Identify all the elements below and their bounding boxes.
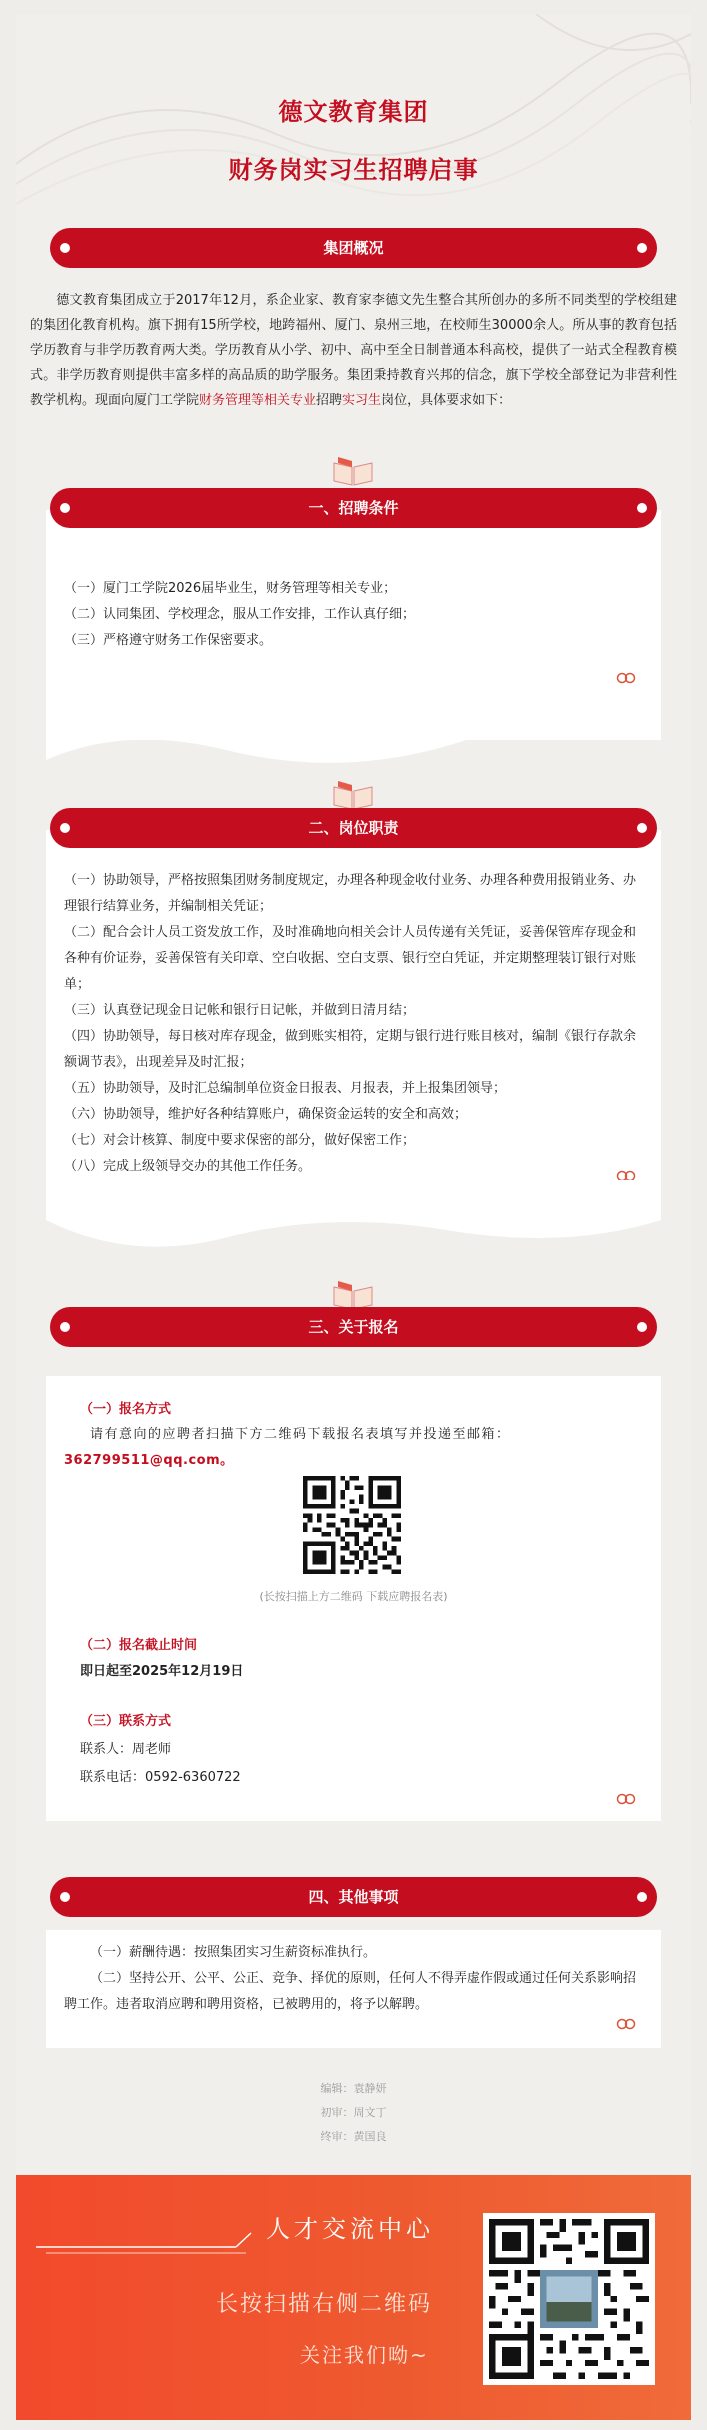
- email-link[interactable]: 362799511@qq.com。: [64, 1453, 234, 1468]
- bar-dot-right: [637, 503, 647, 513]
- card-duties: [46, 830, 661, 1185]
- bar-dot-right: [637, 823, 647, 833]
- section-heading-requirements: 一、招聘条件: [308, 499, 399, 517]
- requirements-list: [64, 576, 415, 654]
- overview-mid: 招聘: [316, 393, 343, 408]
- deadline-title: （二）报名截止时间: [80, 1638, 198, 1653]
- duty-item: （八）完成上级领导交办的其他工作任务。: [64, 1159, 312, 1174]
- bar-dot-left: [60, 243, 70, 253]
- credit-reviewer: 初审：周文丁: [320, 2106, 387, 2119]
- chain-ring-icon: [616, 672, 636, 684]
- footer-title: 人才交流中心: [266, 2215, 434, 2243]
- requirement-item: （二）认同集团、学校理念，服从工作安排，工作认真仔细；: [64, 607, 416, 622]
- section-heading-duties: 二、岗位职责: [308, 819, 399, 837]
- duty-item: （六）协助领导，维护好各种结算账户，确保资金运转的安全和高效；: [64, 1107, 468, 1122]
- chain-ring-icon: [616, 1793, 636, 1805]
- overview-highlight-position: 实习生: [342, 393, 382, 408]
- duty-item: （二）配合会计人员工资发放工作，及时准确地向相关会计人员传递有关凭证，妥善保管库存现金和各种有价证券，妥善保管有关印章、空白收据、空白支票、银行空白凭证，并定期整理装订银行对账单；: [64, 925, 637, 992]
- duty-item: （七）对会计核算、制度中要求保密的部分，做好保密工作；: [64, 1133, 416, 1148]
- bar-dot-left: [60, 503, 70, 513]
- chain-ring-icon: [616, 2018, 636, 2030]
- footer-line-1: 长按扫描右侧二维码: [216, 2292, 433, 2317]
- other-list: [64, 1940, 644, 2018]
- other-item: （一）薪酬待遇：按照集团实习生薪资标准执行。: [90, 1945, 377, 1960]
- duty-item: （一）协助领导，严格按照集团财务制度规定，办理各种现金收付业务、办理各种费用报销业务、办理银行结算业务，并编制相关凭证；: [64, 873, 637, 914]
- method-title: （一）报名方式: [80, 1402, 172, 1417]
- footer-line-2: 关注我们呦~: [300, 2343, 429, 2367]
- section-bar-registration: [50, 1307, 657, 1347]
- bar-dot-right: [637, 243, 647, 253]
- page-title: 财务岗实习生招聘启事: [228, 156, 479, 184]
- section-bar-requirements: [50, 488, 657, 528]
- bar-dot-right: [637, 1322, 647, 1332]
- footer-line-decoration: [36, 2215, 276, 2255]
- section-bar-other: [50, 1877, 657, 1917]
- credit-final: 终审：黄国良: [320, 2130, 387, 2143]
- overview-paragraph: 德文教育集团成立于2017年12月，系企业家、教育家李德文先生整合其所创办的多所不同类型的学校组建的集团化教育机构。旗下拥有15所学校，地跨福州、厦门、泉州三地，在校师生30000余人。所从事的教育包括学历教育与非学历教育两大类。学历教育从小学、初中、高中至全日制普通本科高校，提供了一站式全程教育模式。非学历教育则提供丰富多样的高品质的助学服务。集团秉持教育兴邦的信念，旗下学校全部登记为非营利性教学机构。现面向厦门工学院: [30, 293, 677, 408]
- qr-code-icon[interactable]: [489, 2219, 649, 2379]
- contact-person: 联系人：周老师: [80, 1742, 172, 1757]
- requirement-item: （三）严格遵守财务工作保密要求。: [64, 633, 273, 648]
- footer-qr-frame: [483, 2213, 655, 2385]
- method-text: 请有意向的应聘者扫描下方二维码下载报名表填写并投递至邮箱：: [90, 1427, 511, 1442]
- duty-item: （五）协助领导，及时汇总编制单位资金日报表、月报表，并上报集团领导；: [64, 1081, 507, 1096]
- org-name: 德文教育集团: [278, 98, 429, 126]
- section-bar-overview: [50, 228, 657, 268]
- section-heading-registration: 三、关于报名: [308, 1318, 399, 1336]
- qr-caption: (长按扫描上方二维码 下载应聘报名表): [259, 1590, 448, 1603]
- card-registration: [46, 1376, 661, 1821]
- section-heading-other: 四、其他事项: [308, 1888, 399, 1906]
- section-bar-duties: [50, 808, 657, 848]
- bar-dot-left: [60, 1322, 70, 1332]
- deadline-text: 即日起至2025年12月19日: [80, 1664, 244, 1679]
- card-wave-bottom: [46, 1180, 661, 1265]
- overview-end: 岗位，具体要求如下：: [381, 393, 512, 408]
- bar-dot-right: [637, 1892, 647, 1902]
- section-heading-overview: 集团概况: [323, 239, 384, 257]
- method-paragraph: [64, 1422, 644, 1474]
- contact-title: （三）联系方式: [80, 1714, 172, 1729]
- duties-list: [64, 868, 644, 1180]
- overview-text: [30, 288, 677, 413]
- bar-dot-left: [60, 823, 70, 833]
- requirement-item: （一）厦门工学院2026届毕业生，财务管理等相关专业；: [64, 581, 397, 596]
- overview-highlight-major: 财务管理等相关专业: [199, 393, 317, 408]
- footer-banner: [16, 2175, 691, 2420]
- contact-phone[interactable]: 联系电话：0592-6360722: [80, 1770, 241, 1785]
- qr-code-icon[interactable]: [303, 1476, 401, 1574]
- card-wave-bottom: [46, 700, 661, 780]
- open-book-icon: [330, 453, 376, 489]
- credit-editor: 编辑：袁静妍: [320, 2082, 387, 2095]
- duty-item: （四）协助领导，每日核对库存现金，做到账实相符，定期与银行进行账目核对，编制《银行存款余额调节表》，出现差异及时汇报；: [64, 1029, 637, 1070]
- card-other: [46, 1930, 661, 2048]
- other-item: （二）坚持公开、公平、公正、竞争、择优的原则，任何人不得弄虚作假或通过任何关系影响招聘工作。违者取消应聘和聘用资格，已被聘用的，将予以解聘。: [64, 1971, 637, 2012]
- bar-dot-left: [60, 1892, 70, 1902]
- duty-item: （三）认真登记现金日记帐和银行日记帐，并做到日清月结；: [64, 1003, 416, 1018]
